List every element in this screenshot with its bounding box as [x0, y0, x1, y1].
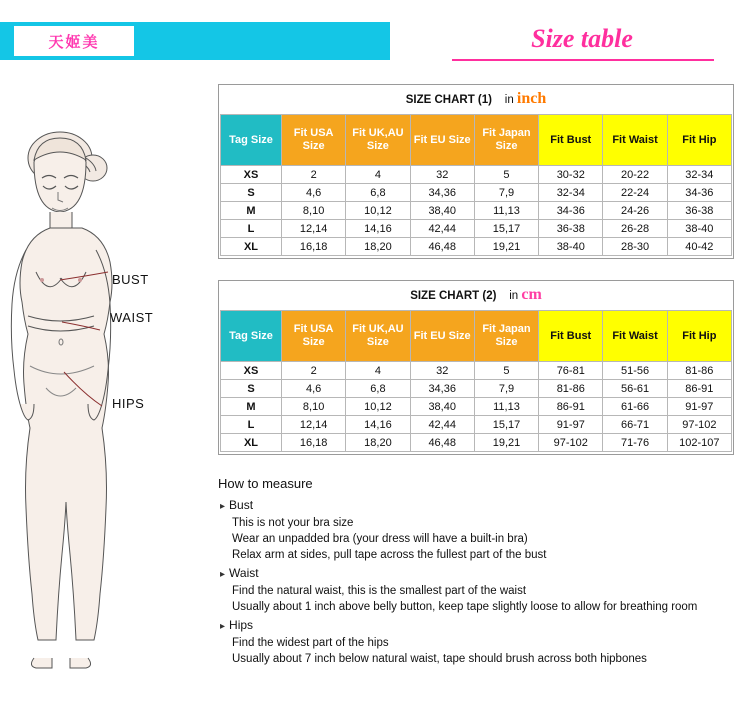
col-tag-size: Tag Size: [221, 115, 282, 166]
page-title: Size table: [531, 24, 633, 53]
measure-group-hips: [218, 617, 738, 667]
cell-hip: 36-38: [667, 202, 731, 220]
measure-waist-line-1: Find the natural waist, this is the smallest part of the waist: [232, 585, 527, 597]
table-row: [221, 434, 732, 452]
measure-waist-line-2: Usually about 1 inch above belly button, keep tape slightly loose to allow for breathing room: [232, 601, 698, 613]
measure-group-hips-label: ▸ Hips: [220, 617, 738, 635]
col-japan-size: Fit Japan Size: [474, 115, 538, 166]
cell-japan: 15,17: [474, 416, 538, 434]
cell-japan: 7,9: [474, 184, 538, 202]
table-row: [221, 362, 732, 380]
cell-tag-size: M: [221, 398, 282, 416]
how-to-measure-section: [218, 476, 738, 669]
cell-eu: 38,40: [410, 202, 474, 220]
col-uk-au-size: Fit UK,AU Size: [346, 311, 410, 362]
cell-usa: 4,6: [282, 184, 346, 202]
cell-bust: 34-36: [539, 202, 603, 220]
cell-usa: 12,14: [282, 416, 346, 434]
chart2-title-text: SIZE CHART (2): [410, 290, 497, 302]
table-row: [221, 202, 732, 220]
cell-eu: 34,36: [410, 184, 474, 202]
cell-eu: 34,36: [410, 380, 474, 398]
cell-japan: 5: [474, 166, 538, 184]
col-tag-size: Tag Size: [221, 311, 282, 362]
cell-bust: 32-34: [539, 184, 603, 202]
table-row: [221, 166, 732, 184]
cell-ukau: 4: [346, 166, 410, 184]
col-fit-bust: Fit Bust: [539, 115, 603, 166]
cell-japan: 11,13: [474, 398, 538, 416]
cell-bust: 76-81: [539, 362, 603, 380]
cell-eu: 46,48: [410, 238, 474, 256]
measure-bust-line-3: Relax arm at sides, pull tape across the fullest part of the bust: [232, 549, 547, 561]
cell-japan: 19,21: [474, 434, 538, 452]
size-chart-1-table: [220, 114, 732, 256]
cell-ukau: 10,12: [346, 398, 410, 416]
size-chart-1-title: [219, 85, 733, 114]
cell-hip: 81-86: [667, 362, 731, 380]
cell-eu: 32: [410, 362, 474, 380]
measure-hips-line-2: Usually about 7 inch below natural waist, tape should brush across both hipbones: [232, 653, 647, 665]
cell-japan: 11,13: [474, 202, 538, 220]
table-header-row: [221, 115, 732, 166]
cell-ukau: 18,20: [346, 238, 410, 256]
cell-tag-size: XS: [221, 166, 282, 184]
chart1-unit: inch: [516, 90, 547, 107]
cell-waist: 26-28: [603, 220, 667, 238]
cell-tag-size: XL: [221, 434, 282, 452]
measure-group-waist-label: ▸ Waist: [220, 565, 738, 583]
cell-japan: 15,17: [474, 220, 538, 238]
page-header: [0, 22, 750, 60]
chart1-unit-prefix: in: [504, 94, 514, 106]
cell-usa: 16,18: [282, 238, 346, 256]
cell-tag-size: S: [221, 184, 282, 202]
cell-eu: 38,40: [410, 398, 474, 416]
table-row: [221, 238, 732, 256]
table-row: [221, 220, 732, 238]
size-chart-1: [218, 84, 734, 259]
cell-usa: 2: [282, 362, 346, 380]
cell-waist: 56-61: [603, 380, 667, 398]
cell-hip: 32-34: [667, 166, 731, 184]
measure-group-bust: [218, 497, 738, 563]
cell-ukau: 14,16: [346, 220, 410, 238]
measure-bust-line-2: Wear an unpadded bra (your dress will have a built-in bra): [232, 533, 528, 545]
cell-usa: 16,18: [282, 434, 346, 452]
cell-ukau: 4: [346, 362, 410, 380]
brand-logo: [14, 26, 134, 56]
female-figure-illustration: [0, 120, 215, 680]
measure-bust-line-1: This is not your bra size: [232, 517, 354, 529]
measure-group-waist: [218, 565, 738, 615]
cell-tag-size: XL: [221, 238, 282, 256]
col-fit-waist: Fit Waist: [603, 311, 667, 362]
cell-japan: 19,21: [474, 238, 538, 256]
cell-hip: 34-36: [667, 184, 731, 202]
figure-label-hips: HIPS: [112, 396, 145, 411]
brand-name: 天姬美: [48, 34, 100, 51]
cell-hip: 97-102: [667, 416, 731, 434]
figure-label-bust: BUST: [112, 272, 149, 287]
cell-ukau: 14,16: [346, 416, 410, 434]
cell-tag-size: L: [221, 220, 282, 238]
cell-bust: 91-97: [539, 416, 603, 434]
cell-hip: 40-42: [667, 238, 731, 256]
cell-waist: 71-76: [603, 434, 667, 452]
cell-eu: 46,48: [410, 434, 474, 452]
cell-tag-size: S: [221, 380, 282, 398]
col-uk-au-size: Fit UK,AU Size: [346, 115, 410, 166]
cell-ukau: 10,12: [346, 202, 410, 220]
col-fit-bust: Fit Bust: [539, 311, 603, 362]
table-row: [221, 184, 732, 202]
cell-waist: 28-30: [603, 238, 667, 256]
cell-hip: 86-91: [667, 380, 731, 398]
figure-label-waist: WAIST: [110, 310, 154, 325]
chart2-unit: cm: [521, 286, 542, 303]
cell-hip: 102-107: [667, 434, 731, 452]
cell-waist: 22-24: [603, 184, 667, 202]
col-fit-hip: Fit Hip: [667, 311, 731, 362]
cell-waist: 61-66: [603, 398, 667, 416]
col-fit-hip: Fit Hip: [667, 115, 731, 166]
cell-eu: 42,44: [410, 220, 474, 238]
how-to-measure-heading: How to measure: [218, 476, 313, 491]
col-fit-waist: Fit Waist: [603, 115, 667, 166]
cell-japan: 5: [474, 362, 538, 380]
measure-hips-line-1: Find the widest part of the hips: [232, 637, 389, 649]
col-usa-size: Fit USA Size: [282, 311, 346, 362]
cell-waist: 24-26: [603, 202, 667, 220]
cell-ukau: 18,20: [346, 434, 410, 452]
table-header-row: [221, 311, 732, 362]
chart2-unit-prefix: in: [509, 290, 519, 302]
cell-ukau: 6,8: [346, 184, 410, 202]
cell-usa: 4,6: [282, 380, 346, 398]
table-row: [221, 398, 732, 416]
cell-usa: 8,10: [282, 202, 346, 220]
title-underline: [452, 59, 714, 61]
cell-bust: 97-102: [539, 434, 603, 452]
cell-usa: 8,10: [282, 398, 346, 416]
col-usa-size: Fit USA Size: [282, 115, 346, 166]
measure-group-bust-label: ▸ Bust: [220, 497, 738, 515]
col-japan-size: Fit Japan Size: [474, 311, 538, 362]
cell-japan: 7,9: [474, 380, 538, 398]
body-measurement-figure: [0, 120, 215, 680]
cell-bust: 81-86: [539, 380, 603, 398]
cell-eu: 32: [410, 166, 474, 184]
cell-usa: 12,14: [282, 220, 346, 238]
cell-waist: 20-22: [603, 166, 667, 184]
cell-bust: 36-38: [539, 220, 603, 238]
size-chart-2-title: [219, 281, 733, 310]
cell-tag-size: M: [221, 202, 282, 220]
cell-waist: 51-56: [603, 362, 667, 380]
size-chart-2-table: [220, 310, 732, 452]
size-chart-2: [218, 280, 734, 455]
cell-bust: 30-32: [539, 166, 603, 184]
col-eu-size: Fit EU Size: [410, 311, 474, 362]
table-row: [221, 380, 732, 398]
cell-usa: 2: [282, 166, 346, 184]
cell-hip: 91-97: [667, 398, 731, 416]
cell-waist: 66-71: [603, 416, 667, 434]
col-eu-size: Fit EU Size: [410, 115, 474, 166]
cell-eu: 42,44: [410, 416, 474, 434]
chart1-title-text: SIZE CHART (1): [405, 94, 492, 106]
cell-bust: 86-91: [539, 398, 603, 416]
table-row: [221, 416, 732, 434]
cell-hip: 38-40: [667, 220, 731, 238]
cell-tag-size: XS: [221, 362, 282, 380]
cell-ukau: 6,8: [346, 380, 410, 398]
cell-tag-size: L: [221, 416, 282, 434]
cell-bust: 38-40: [539, 238, 603, 256]
